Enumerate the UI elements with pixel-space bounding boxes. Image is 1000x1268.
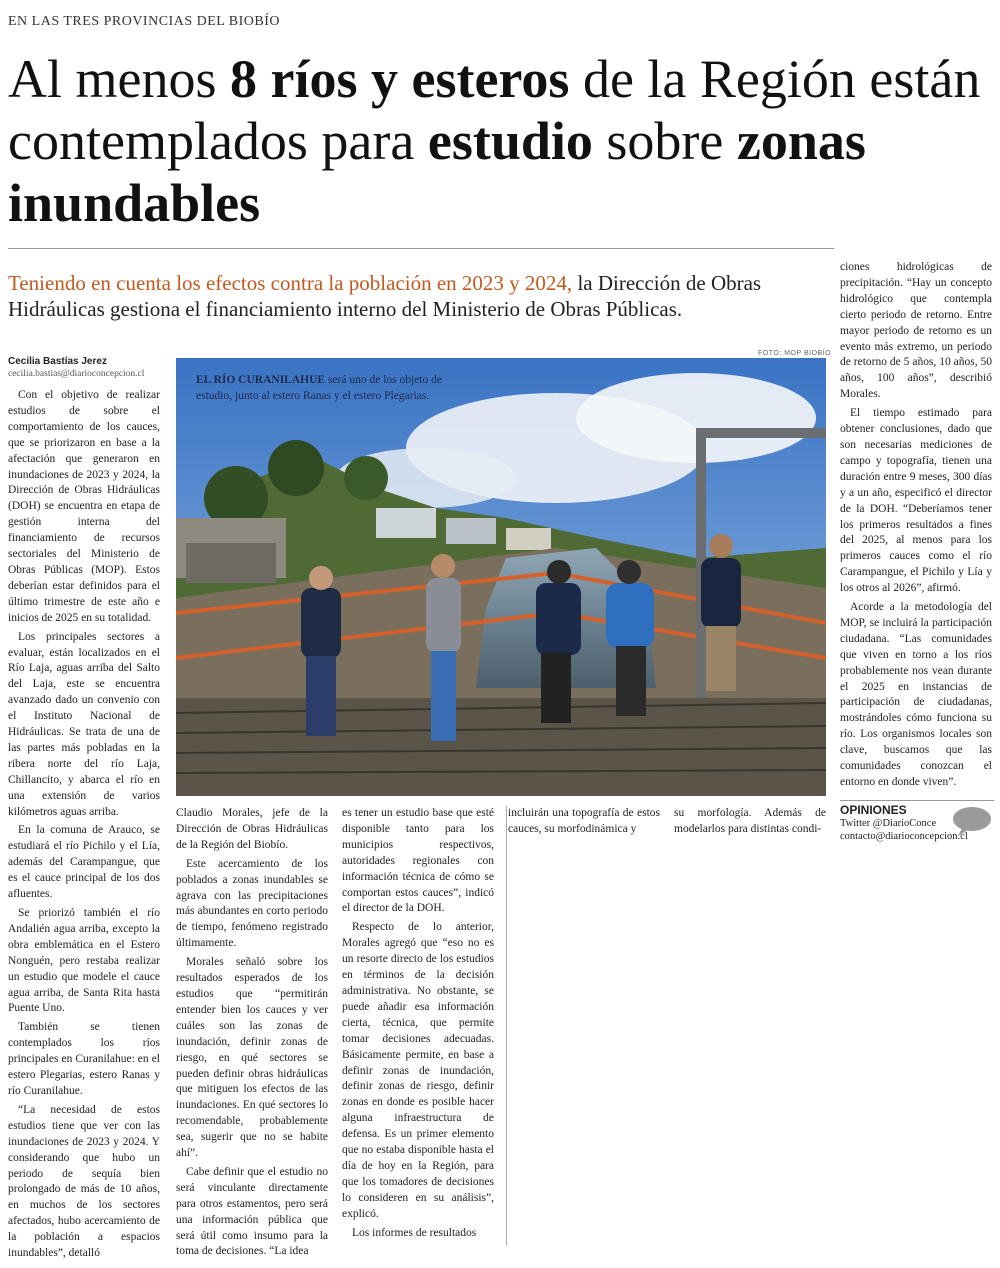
paragraph: su morfología. Además de modelarlos para distintas condi- [674, 807, 826, 835]
paragraph: Cabe definir que el estudio no será vinculante directamente para otros estamentos, pero será una información pública que será útil como insumo para la toma de decisiones. “La idea [176, 1165, 328, 1258]
paragraph: Respecto de lo anterior, Morales agregó que “eso no es un resorte directo de los estudios en términos de la decisión administrativa. No obstante, se puede añadir esa información cierta, técnica, que permite tomar decisiones adecuadas. Básicamente permite, en base a definir zonas de inundación, definir zonas de riesgo, definir zonas en donde es posible hacer alguna infraestructura de defensa. Es un primer elemento que no estaba disponible hasta el día de hoy en la Región, para que los tomadores de decisiones lo consideren en su análisis”, explicó. [342, 921, 494, 1220]
article-column-4 [508, 806, 660, 841]
article-column-6 [840, 260, 992, 794]
paragraph: Los principales sectores a evaluar, están localizados en el Río Laja, aguas arriba del Salto del Laja, este se encuentra avanzado dado un convenio con el Instituto Nacional de Hidráulicas. Se trata de una de las partes más pobladas en la ribera norte del río Laja, Chillancito, y abarca el río en una extensión de varios kilómetros aguas arriba. [8, 630, 160, 818]
paragraph: El tiempo estimado para obtener conclusiones, dado que son necesarias mediciones de campo y topografía, tienen una duración entre 9 meses, 300 días y a un año, especificó el director de la DOH. “Deberíamos tener los primeros resultados a fines del 2025, al menos para los primeros cauces como el río Carampangue, el Pichilo y Lía y los otros al 2026”, afirmó. [840, 407, 992, 595]
paragraph: En la comuna de Arauco, se estudiará el río Pichilo y el Lía, además del Carampangue, que es el cauce principal de los dos afluentes. [8, 824, 160, 901]
paragraph: “La necesidad de estos estudios tiene que ver con las inundaciones de 2023 y 2024. Y considerando que hubo un periodo de sequía bien prolongado de más de 10 años, en muchos de los sectores afectados, hubo acercamiento de la población a espacios inundables”, detalló [8, 1103, 160, 1260]
paragraph: Este acercamiento de los poblados a zonas inundables se agrava con las precipitaciones más abundantes en corto periodo de tiempo, fenómeno registrado últimamente. [176, 857, 328, 950]
speech-bubble-icon [952, 806, 992, 836]
paragraph: Se priorizó también el río Andalién agua arriba, excepto la obra emblemática en el Estero Nonguén, pero restaba realizar un estudio que modele el cauce agua arriba, de Santa Rita hasta Puente Uno. [8, 907, 160, 1015]
lead-paragraph: Teniendo en cuenta los efectos contra la población en 2023 y 2024, la Dirección de Obras Hidráulicas gestiona el financiamiento interno del Ministerio de Obras Públicas. [8, 271, 762, 321]
paragraph: Acorde a la metodología del MOP, se incluirá la participación ciudadana. “Las comunidades que viven en torno a los ríos probablemente nos vean durante el 2025 en instancias de participación de ciudadanas, mostrándoles cómo funciona su río. Los organismos locales son clave, buscamos que las comunidades conozcan el entorno en donde viven”. [840, 601, 992, 788]
article-column-2 [176, 806, 328, 1263]
section-kicker: EN LAS TRES PROVINCIAS DEL BIOBÍO [8, 14, 281, 29]
column-divider [506, 806, 507, 1246]
headline-rule [8, 248, 834, 249]
byline [8, 356, 168, 380]
author-email[interactable]: cecilia.bastias@diarioconcepcion.cl [8, 369, 145, 379]
opinions-rule [840, 800, 994, 801]
paragraph: incluirán una topografía de estos cauces, su morfodinámica y [508, 807, 660, 835]
opinions-title: OPINIONES [840, 803, 907, 817]
paragraph: Con el objetivo de realizar estudios de sobre el comportamiento de los cauces, que se priorizaron en base a la afectación que generaron en inundaciones de 2023 y 2024, la Dirección de Obras Hidráulicas (DOH) se encuentra en etapa de gestión interna del financiamiento de recursos sectoriales del Ministerio de Obras Públicas (MOP). Estos deberían estar definidos para el último trimestre de este año e inicios de 2025 en su totalidad. [8, 389, 160, 624]
river-bridge-photo [176, 358, 826, 796]
opinions-twitter[interactable]: Twitter @DiarioConce [840, 818, 937, 829]
paragraph: Los informes de resultados [352, 1226, 477, 1239]
article-photo [176, 358, 826, 796]
paragraph: Morales señaló sobre los resultados esperados de los estudios que “permitirán entender bien los cauces y ver cuáles son las zonas de inundación, definir zonas de riesgo, en qué sectores se pueden definir obras hidráulicas que mitiguen los efectos de las inundaciones. En qué sectores lo recomendable, probablemente sea, sugerir que no se habite ahí”. [176, 956, 328, 1160]
headline: Al menos 8 ríos y esteros de la Región están contemplados para estudio sobre zonas inundables [8, 49, 981, 233]
photo-caption: EL RÍO CURANILAHUE será uno de los objeto de estudio, junto al estero Ranas y el estero Plegarias. [196, 374, 442, 402]
paragraph: es tener un estudio base que esté disponible tanto para los municipios respectivos, autoridades regionales con información técnica de cómo se comportan estos cauces”, indicó el director de la DOH. [342, 807, 494, 915]
article-column-3 [342, 806, 494, 1244]
paragraph: También se tienen contemplados los ríos principales en Curanilahue: en el estero Plegarias, estero Ranas y río Curanilahue. [8, 1021, 160, 1097]
article-column-5 [674, 806, 826, 841]
paragraph: Claudio Morales, jefe de la Dirección de Obras Hidráulicas de la Región del Biobío. [176, 807, 328, 851]
article-column-1 [8, 388, 160, 1265]
paragraph: ciones hidrológicas de precipitación. “Hay un concepto hidrológico que contempla cierto periodo de retorno. Entre mayor periodo de retorno es un evento más extremo, un periodo de retorno de 5 años, 10 años, 50 años, 100 años”, describió Morales. [840, 261, 992, 401]
photo-credit: FOTO: MOP BIOBÍO [758, 350, 832, 357]
opinions-contact[interactable]: contacto@diarioconcepcion.cl [840, 831, 968, 842]
author-name: Cecilia Bastías Jerez [8, 356, 107, 367]
